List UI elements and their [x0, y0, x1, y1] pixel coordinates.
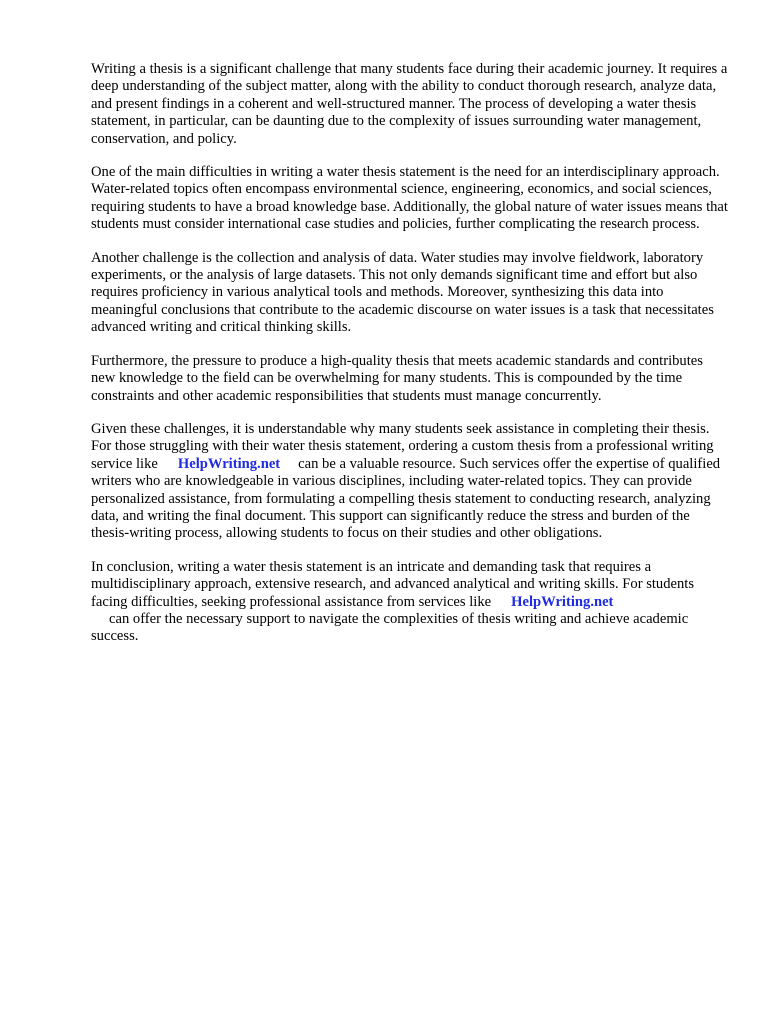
paragraph-interdisciplinary: One of the main difficulties in writing a water thesis statement is the need for an interdisciplinary approach. Water-related topics often encompass environmental science, engineering, economics, and social sciences, requiring students to have a broad knowledge base. Additionally, the global nature of water issues means that students must consider international case studies and policies, further complicating the research process. — [91, 164, 728, 233]
paragraph-data-challenge: Another challenge is the collection and analysis of data. Water studies may involve fieldwork, laboratory experiments, or the analysis of large datasets. This not only demands significant time and effort but also requires proficiency in various analytical tools and methods. Moreover, synthesizing this data into meaningful conclusions that contribute to the academic discourse on water issues is a task that necessitates advanced writing and critical thinking skills. — [91, 249, 714, 336]
helpwriting-link[interactable]: HelpWriting.net — [177, 455, 281, 472]
paragraph-conclusion-text-after: can offer the necessary support to navigate the complexities of thesis writing and achieve academic success. — [91, 610, 689, 645]
helpwriting-link-conclusion[interactable]: HelpWriting.net — [511, 593, 614, 610]
paragraph-assistance — [91, 421, 728, 543]
paragraph-pressure: Furthermore, the pressure to produce a high-quality thesis that meets academic standards and contributes new knowledge to the field can be overwhelming for many students. This is compounded by the time constraints and other academic responsibilities that students must manage concurrently. — [91, 352, 703, 404]
paragraph-conclusion-text-before: In conclusion, writing a water thesis statement is an intricate and demanding task that requires a multidisciplinary approach, extensive research, and advanced analytical and writing skills. For students facing difficulties, seeking professional assistance from services like — [91, 558, 695, 610]
paragraph-assistance-text-before: Given these challenges, it is understandable why many students seek assistance in completing their thesis. For those struggling with their water thesis statement, ordering a custom thesis from a professional writing service like — [91, 420, 714, 472]
paragraph-assistance-text-after: can be a valuable resource. Such services offer the expertise of qualified writers who are knowledgeable in various disciplines, including water-related topics. They can provide personalized assistance, from formulating a compelling thesis statement to conducting research, analyzing data, and writing the final document. This support can significantly reduce the stress and burden of the thesis-writing process, allowing students to focus on their studies and other obligations. — [91, 455, 721, 542]
paragraph-conclusion — [91, 559, 728, 646]
paragraph-intro: Writing a thesis is a significant challenge that many students face during their academic journey. It requires a deep understanding of the subject matter, along with the ability to conduct thorough research, analyze data, and present findings in a coherent and well-structured manner. The process of developing a water thesis statement, in particular, can be daunting due to the complexity of issues surrounding water management, conservation, and policy. — [91, 61, 728, 147]
